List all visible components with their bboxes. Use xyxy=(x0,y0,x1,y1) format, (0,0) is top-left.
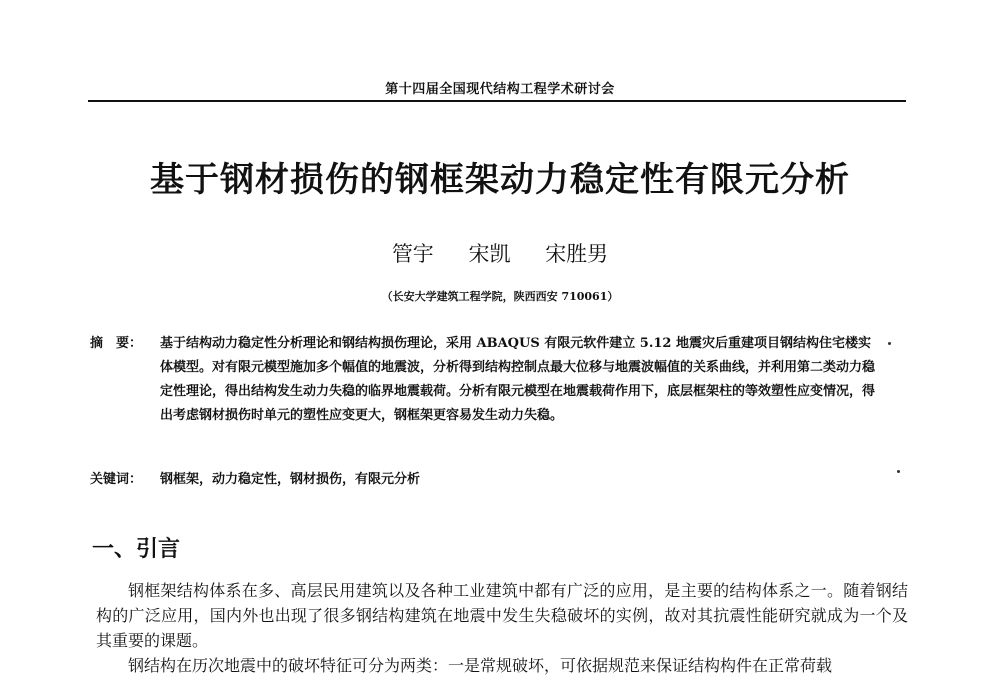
scan-speck xyxy=(888,342,891,345)
intro-paragraph: 钢框架结构体系在多、高层民用建筑以及各种工业建筑中都有广泛的应用，是主要的结构体系之一。随着钢结构的广泛应用，国内外也出现了很多钢结构建筑在地震中发生失稳破坏的实例，故对其抗震性能研究就成为一个及其重要的课题。 xyxy=(96,581,908,650)
intro-paragraph: 钢结构在历次地震中的破坏特征可分为两类：一是常规破坏，可依据规范来保证结构构件在正常荷载 xyxy=(128,656,833,675)
affiliation: （长安大学建筑工程学院，陕西西安 710061） xyxy=(381,290,619,303)
intro-text xyxy=(96,578,908,678)
abstract-label: 摘 要： xyxy=(90,336,143,351)
conference-header: 第十四届全国现代结构工程学术研讨会 xyxy=(385,82,615,97)
scan-speck xyxy=(897,470,900,473)
keywords-block xyxy=(90,468,880,492)
paper-title: 基于钢材损伤的钢框架动力稳定性有限元分析 xyxy=(150,160,850,200)
author-name: 宋胜男 xyxy=(545,242,609,266)
section-heading: 一、引言 xyxy=(92,537,181,562)
abstract-text: 基于结构动力稳定性分析理论和钢结构损伤理论，采用 ABAQUS 有限元软件建立 5.12 地震灾后重建项目钢结构住宅楼实体模型。对有限元模型施加多个幅值的地震波，分析得到结构控制点最大位移与地震波幅值的关系曲线，并利用第二类动力稳定性理论，得出结构发生动力失稳的临界地震载荷。分析有限元模型在地震载荷作用下，底层框架柱的等效塑性应变情况，得出考虑钢材损伤时单元的塑性应变更大，钢框架更容易发生动力失稳。 xyxy=(160,336,876,423)
header-rule xyxy=(88,100,906,102)
author-name: 宋凯 xyxy=(468,242,511,266)
author-list xyxy=(0,238,1000,268)
keywords-text: 钢框架，动力稳定性，钢材损伤，有限元分析 xyxy=(160,472,421,487)
keywords-label: 关键词： xyxy=(90,472,143,487)
abstract-block xyxy=(90,332,880,428)
author-name: 管宇 xyxy=(391,242,434,266)
